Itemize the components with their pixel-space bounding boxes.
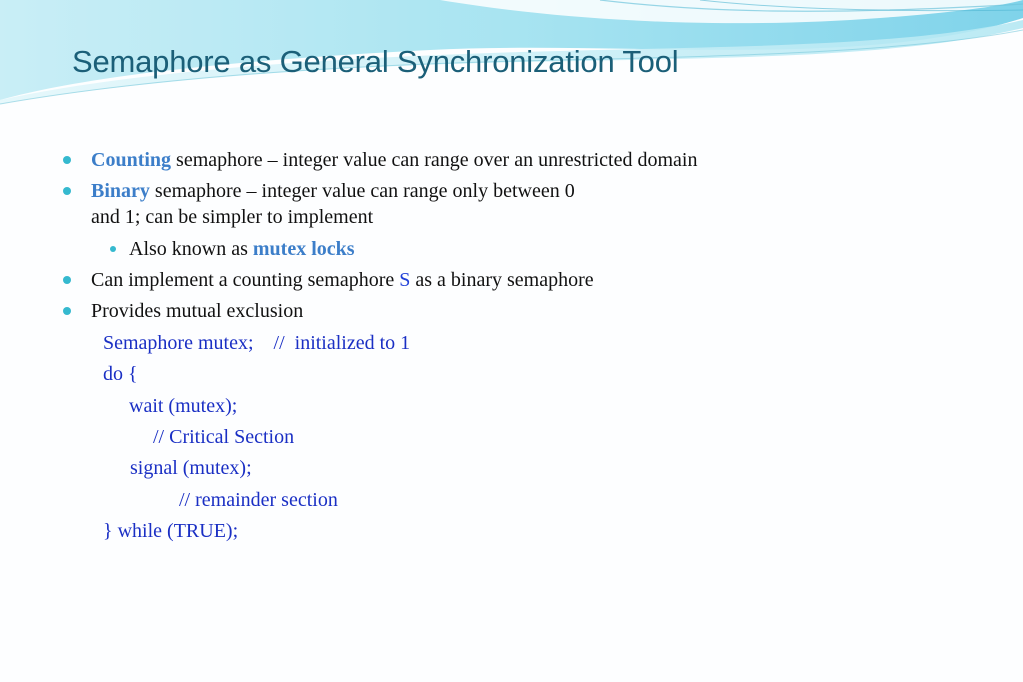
bullet-mutual-exclusion-text: Provides mutual exclusion bbox=[91, 300, 304, 322]
bullet-text-before: Can implement a counting semaphore bbox=[91, 269, 400, 291]
slide-title: Semaphore as General Synchronization Tool bbox=[72, 44, 679, 79]
bullet-mutual-exclusion bbox=[91, 298, 303, 324]
bullet-binary-text-line1: semaphore – integer value can range only between 0 bbox=[149, 180, 575, 202]
code-line-signal: signal (mutex); bbox=[130, 457, 252, 479]
code-line-wait: wait (mutex); bbox=[129, 395, 238, 417]
bullet-binary-continuation bbox=[91, 204, 373, 230]
code-line-remainder-section: // remainder section bbox=[179, 489, 338, 511]
sub-bullet-mutex-locks bbox=[129, 236, 355, 262]
bullet-binary-text-line2: and 1; can be simpler to implement bbox=[91, 206, 374, 228]
sub-bullet-text: Also known as bbox=[129, 238, 253, 260]
bullet-text-after: as a binary semaphore bbox=[410, 269, 594, 291]
bullet-binary bbox=[91, 178, 575, 204]
keyword-counting: Counting bbox=[91, 149, 172, 171]
code-line-while: } while (TRUE); bbox=[103, 520, 239, 542]
bullet-dot bbox=[63, 156, 71, 164]
bullet-counting bbox=[91, 147, 697, 173]
keyword-mutex-locks: mutex locks bbox=[252, 238, 355, 260]
bullet-counting-text: semaphore – integer value can range over an unrestricted domain bbox=[171, 149, 698, 171]
bullet-dot bbox=[63, 307, 71, 315]
keyword-binary: Binary bbox=[91, 180, 150, 202]
code-line-declaration: Semaphore mutex; // initialized to 1 bbox=[103, 332, 411, 354]
sub-bullet-dot bbox=[110, 246, 116, 252]
symbol-s: S bbox=[399, 269, 411, 291]
code-line-do: do { bbox=[103, 363, 138, 385]
bullet-dot bbox=[63, 276, 71, 284]
code-line-critical-section: // Critical Section bbox=[153, 426, 295, 448]
bullet-dot bbox=[63, 187, 71, 195]
bullet-counting-as-binary bbox=[91, 267, 594, 293]
